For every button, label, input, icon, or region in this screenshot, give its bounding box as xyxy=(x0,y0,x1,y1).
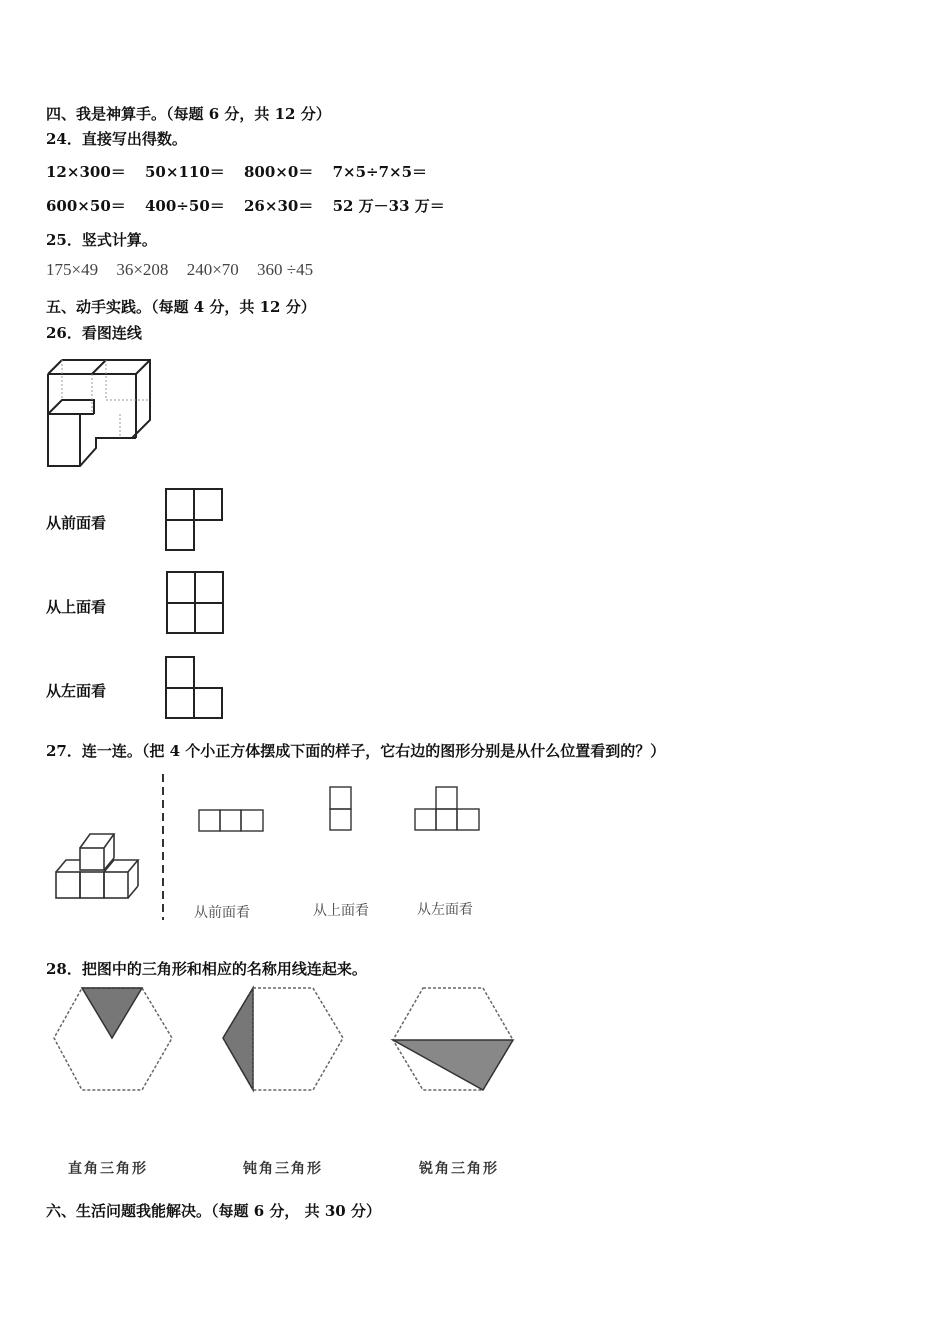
section-5-heading: 五、动手实践。（每题 4 分，共 12 分） xyxy=(46,298,316,316)
q24-item: 50×110＝ xyxy=(145,163,225,181)
q25-item: 36×208 xyxy=(116,260,169,279)
q24-item: 600×50＝ xyxy=(46,197,126,215)
q28-hexagon-2 xyxy=(221,986,345,1092)
q24-item: 800×0＝ xyxy=(244,163,314,181)
q28-name-obtuse-triangle: 钝角三角形 xyxy=(243,1161,323,1177)
q26-view-left: 从左面看 xyxy=(46,682,107,700)
q27-view-1 xyxy=(198,809,266,833)
question-27-title: 27．连一连。（把 4 个小正方体摆成下面的样子，它右边的图形分别是从什么位置看到的？） xyxy=(46,742,666,760)
q26-grid-2 xyxy=(166,571,226,635)
q27-view-3 xyxy=(414,786,482,832)
question-24-title: 24．直接写出得数。 xyxy=(46,130,187,148)
q26-view-top: 从上面看 xyxy=(46,598,107,616)
q26-grid-3 xyxy=(165,656,225,720)
q25-item: 360 ÷45 xyxy=(257,260,314,279)
q27-caption-left: 从左面看 xyxy=(417,902,473,918)
question-26-title: 26．看图连线 xyxy=(46,324,142,342)
q27-divider xyxy=(160,774,166,920)
q24-item: 12×300＝ xyxy=(46,163,126,181)
q25-item: 240×70 xyxy=(186,260,239,279)
question-28-title: 28．把图中的三角形和相应的名称用线连起来。 xyxy=(46,960,367,978)
q24-item: 400÷50＝ xyxy=(145,197,225,215)
q28-hexagon-3 xyxy=(391,986,515,1092)
q24-item: 26×30＝ xyxy=(244,197,314,215)
q27-caption-front: 从前面看 xyxy=(194,905,250,921)
q28-hexagon-1 xyxy=(52,986,174,1092)
q26-solid-figure xyxy=(44,352,164,470)
section-6-heading: 六、生活问题我能解决。（每题 6 分， 共 30 分） xyxy=(46,1202,381,1220)
q24-item: 52 万－33 万＝ xyxy=(332,197,445,215)
q26-grid-1 xyxy=(165,488,225,552)
q24-item: 7×5÷7×5＝ xyxy=(332,163,428,181)
q25-items xyxy=(46,260,327,280)
q28-name-right-triangle: 直角三角形 xyxy=(68,1161,148,1177)
q27-cube-figure xyxy=(52,830,152,904)
q25-item: 175×49 xyxy=(46,260,99,279)
q27-view-2 xyxy=(329,786,353,832)
q24-row-2 xyxy=(46,195,459,216)
q26-view-front: 从前面看 xyxy=(46,514,107,532)
question-25-title: 25．竖式计算。 xyxy=(46,231,157,249)
q27-caption-top: 从上面看 xyxy=(313,903,369,919)
section-4-heading: 四、我是神算手。（每题 6 分，共 12 分） xyxy=(46,105,331,123)
q24-row-1 xyxy=(46,161,441,182)
q28-name-acute-triangle: 锐角三角形 xyxy=(419,1161,499,1177)
